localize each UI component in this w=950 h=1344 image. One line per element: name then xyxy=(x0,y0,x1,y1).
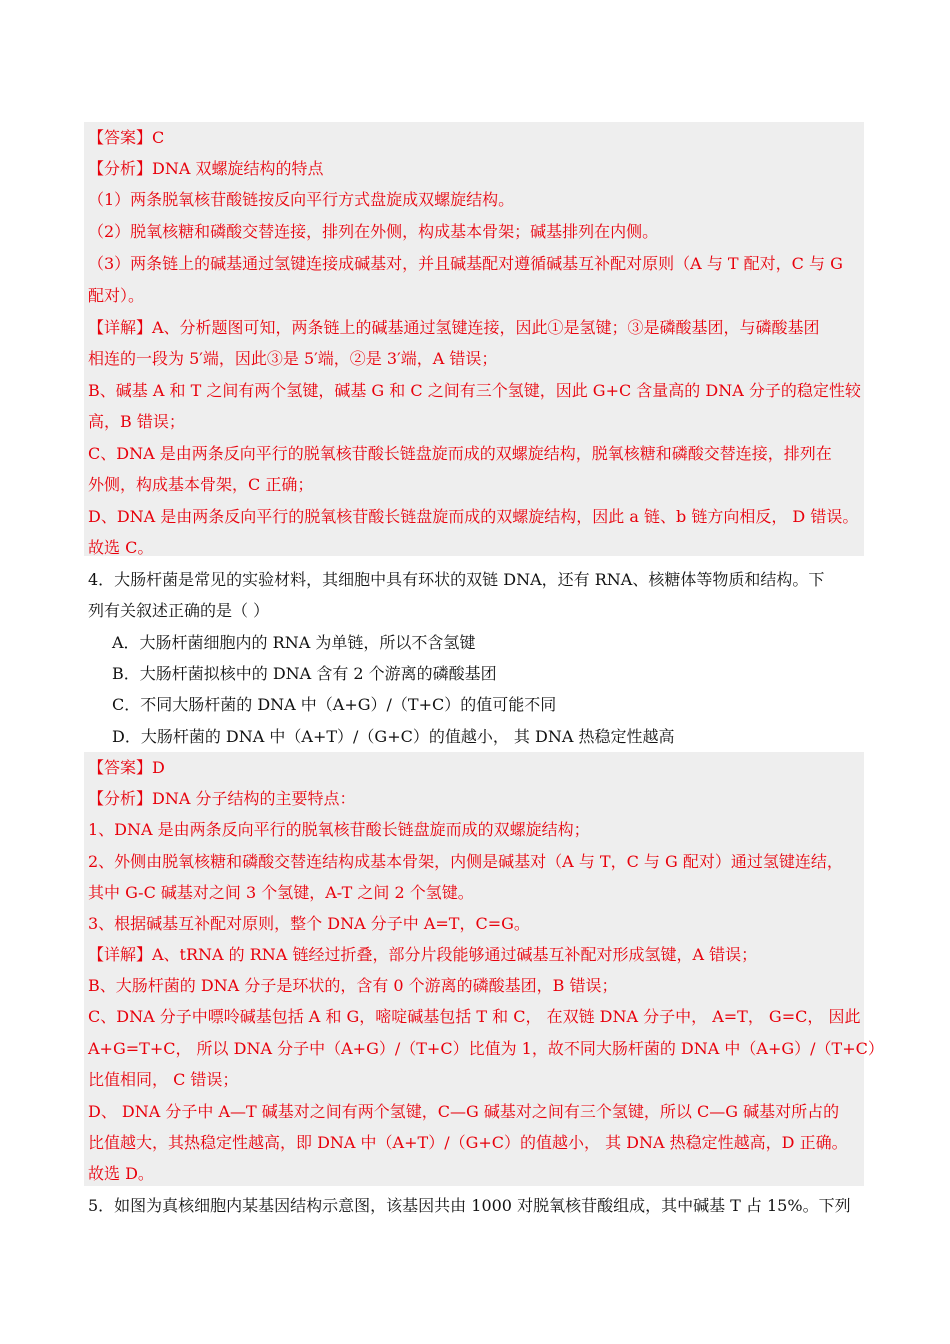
answer-line: 【答案】D xyxy=(88,758,165,777)
conclusion-line: 故选 D。 xyxy=(88,1164,154,1183)
detail-line: C、DNA 分子中嘌呤碱基包括 A 和 G，嘧啶碱基包括 T 和 C， 在双链 DNA 分子中， A=T， G=C， 因此 xyxy=(88,1007,861,1026)
answer-line: 【答案】C xyxy=(88,128,165,147)
question-stem: 5．如图为真核细胞内某基因结构示意图，该基因共由 1000 对脱氧核苷酸组成，其中碱基 T 占 15%。下列 xyxy=(88,1196,851,1215)
question-stem: 列有关叙述正确的是（ ） xyxy=(88,601,270,620)
detail-line: 相连的一段为 5′端，因此③是 5′端，②是 3′端，A 错误； xyxy=(88,349,498,368)
detail-line: 比值越大，其热稳定性越高，即 DNA 中（A+T）/（G+C）的值越小， 其 DNA 热稳定性越高，D 正确。 xyxy=(88,1133,848,1152)
detail-line: 【详解】A、tRNA 的 RNA 链经过折叠，部分片段能够通过碱基互补配对形成氢键，A 错误； xyxy=(88,945,758,964)
detail-line: 【详解】A、分析题图可知，两条链上的碱基通过氢键连接，因此①是氢键；③是磷酸基团，与磷酸基团 xyxy=(88,318,820,337)
detail-line: C、DNA 是由两条反向平行的脱氧核苷酸长链盘旋而成的双螺旋结构，脱氧核糖和磷酸交替连接，排列在 xyxy=(88,444,832,463)
detail-line: 比值相同， C 错误； xyxy=(88,1070,239,1089)
detail-line: B、大肠杆菌的 DNA 分子是环状的，含有 0 个游离的磷酸基团，B 错误； xyxy=(88,976,618,995)
detail-line: D、 DNA 分子中 A—T 碱基对之间有两个氢键，C—G 碱基对之间有三个氢键，所以 C—G 碱基对所占的 xyxy=(88,1102,840,1121)
analysis-point: 1、DNA 是由两条反向平行的脱氧核苷酸长链盘旋而成的双螺旋结构； xyxy=(88,820,590,839)
conclusion-line: 故选 C。 xyxy=(88,538,154,557)
detail-line: D、DNA 是由两条反向平行的脱氧核苷酸长链盘旋而成的双螺旋结构，因此 a 链、b 链方向相反， D 错误。 xyxy=(88,507,859,526)
analysis-point: （2）脱氧核糖和磷酸交替连接，排列在外侧，构成基本骨架；碱基排列在内侧。 xyxy=(88,222,659,241)
analysis-point: （3）两条链上的碱基通过氢键连接成碱基对，并且碱基配对遵循碱基互补配对原则（A 与 T 配对，C 与 G xyxy=(88,254,843,273)
detail-line: A+G=T+C， 所以 DNA 分子中（A+G）/（T+C）比值为 1，故不同大肠杆菌的 DNA 中（A+G）/（T+C） xyxy=(88,1039,884,1058)
question-stem: 4．大肠杆菌是常见的实验材料，其细胞中具有环状的双链 DNA，还有 RNA、核糖体等物质和结构。下 xyxy=(88,570,825,589)
option-b: B．大肠杆菌拟核中的 DNA 含有 2 个游离的磷酸基团 xyxy=(112,664,497,683)
analysis-point: 其中 G-C 碱基对之间 3 个氢键，A-T 之间 2 个氢键。 xyxy=(88,883,474,902)
analysis-point: 配对）。 xyxy=(88,286,145,305)
option-a: A．大肠杆菌细胞内的 RNA 为单链，所以不含氢键 xyxy=(112,633,476,652)
analysis-point: 2、外侧由脱氧核糖和磷酸交替连结构成基本骨架，内侧是碱基对（A 与 T，C 与 G 配对）通过氢键连结， xyxy=(88,852,843,871)
detail-line: 高，B 错误； xyxy=(88,412,185,431)
analysis-title: 【分析】DNA 分子结构的主要特点： xyxy=(88,789,356,808)
analysis-point: 3、根据碱基互补配对原则，整个 DNA 分子中 A=T，C=G。 xyxy=(88,914,530,933)
option-d: D．大肠杆菌的 DNA 中（A+T）/（G+C）的值越小， 其 DNA 热稳定性越高 xyxy=(112,727,675,746)
option-c: C．不同大肠杆菌的 DNA 中（A+G）/（T+C）的值可能不同 xyxy=(112,695,557,714)
detail-line: 外侧，构成基本骨架，C 正确； xyxy=(88,475,314,494)
analysis-title: 【分析】DNA 双螺旋结构的特点 xyxy=(88,159,324,178)
detail-line: B、碱基 A 和 T 之间有两个氢键，碱基 G 和 C 之间有三个氢键，因此 G+C 含量高的 DNA 分子的稳定性较 xyxy=(88,381,861,400)
analysis-point: （1）两条脱氧核苷酸链按反向平行方式盘旋成双螺旋结构。 xyxy=(88,190,515,209)
